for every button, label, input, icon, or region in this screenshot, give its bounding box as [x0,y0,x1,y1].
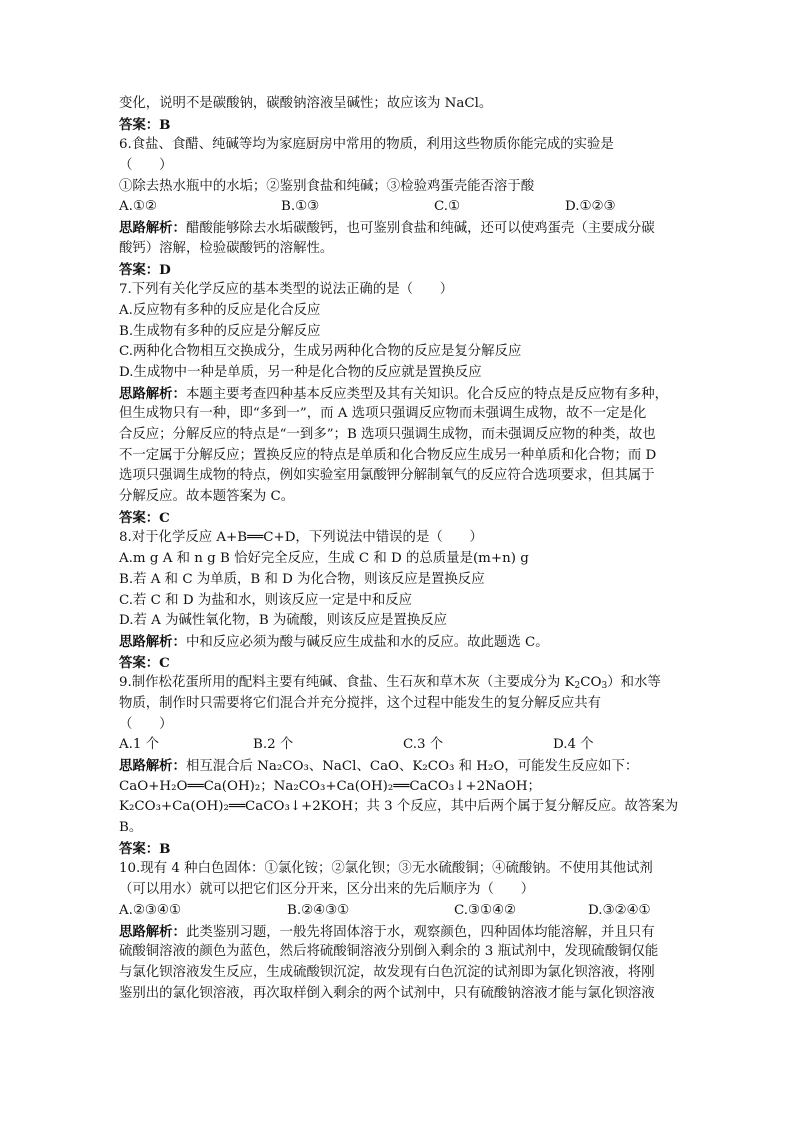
q9-equation-2: K₂CO₃+Ca(OH)₂══CaCO₃↓+2KOH；共 3 个反应，其中后两个属于复分解反应。故答案为 [119,799,679,815]
q7-explain-6: 分解反应。故本题答案为 C。 [119,489,295,505]
q7-option-d: D.生成物中一种是单质，另一种是化合物的反应就是置换反应 [119,364,482,380]
q6-option-a: A.①② [119,199,157,215]
q10-option-d: D.③②④① [588,902,651,918]
q8-option-b: B.若 A 和 C 为单质，B 和 D 为化合物，则该反应是置换反应 [119,571,485,587]
q6-explain-text-1: 醋酸能够除去水垢碳酸钙，也可鉴别食盐和纯碱，还可以使鸡蛋壳（主要成分碳 [185,221,655,237]
q9-option-c: C.3 个 [403,737,444,753]
q6-stem-1: 6.食盐、食醋、纯碱等均为家庭厨房中常用的物质，利用这些物质你能完成的实验是 [119,137,614,153]
q6-option-d: D.①②③ [565,199,616,215]
q9-option-d: D.4 个 [553,737,594,753]
q7-explain-text-1: 本题主要考查四种基本反应类型及其有关知识。化合反应的特点是反应物有多种， [185,386,669,402]
q10-explain-1 [119,922,679,943]
q6-option-b: B.①③ [281,199,320,215]
q7-stem: 7.下列有关化学反应的基本类型的说法正确的是（ ） [119,282,454,298]
q10-stem-2: （可以用水）就可以把它们区分开来，区分出来的先后顺序为（ ） [119,882,535,898]
q8-option-a: A.m g A 和 n g B 恰好完全反应，生成 C 和 D 的总质量是(m+n) g [119,551,529,567]
q6-explain-label: 思路解析： [119,220,186,237]
q8-explain-text-1: 中和反应必须为酸与碱反应生成盐和水的反应。故此题选 C。 [185,634,549,650]
q6-items: ①除去热水瓶中的水垢；②鉴别食盐和纯碱；③检验鸡蛋壳能否溶于酸 [119,178,535,194]
q10-option-c: C.③①④② [454,902,517,918]
q6-options [119,197,679,218]
q7-option-a: A.反应物有多种的反应是化合反应 [119,302,321,318]
q6-answer: 答案：D [119,261,171,278]
document-page [119,94,679,1004]
q9-explain-1 [119,756,679,777]
q10-option-a: A.②③④① [119,902,181,918]
q8-option-d: D.若 A 为碱性氧化物，B 为硫酸，则该反应是置换反应 [119,613,447,629]
q8-explain-label: 思路解析： [119,633,186,650]
q10-explain-text-1: 此类鉴别习题，一般先将固体溶于水，观察颜色，四种固体均能溶解，并且只有 [185,924,655,940]
q9-stem-1a: 9.制作松花蛋所用的配料主要有纯碱、食盐、生石灰和草木灰（主要成分为 K [119,675,575,691]
q9-stem-1d: 3 [601,681,608,692]
q10-explain-4: 鉴别出的氯化钡溶液，再次取样倒入剩余的两个试剂中，只有硫酸钠溶液才能与氯化钡溶液 [119,985,655,1001]
q9-option-a: A.1 个 [119,737,160,753]
q10-explain-label: 思路解析： [119,923,186,940]
q7-explain-label: 思路解析： [119,385,186,402]
q7-explain-3: 合反应；分解反应的特点是“一到多”；B 选项只强调生成物，而未强调反应物的种类，故也 [119,427,656,442]
q6-option-c: C.① [434,199,461,215]
q6-stem-2: （ ） [119,158,173,174]
q5-answer: 答案：B [119,116,171,133]
q9-options [119,735,679,756]
q10-explain-3: 与氯化钡溶液发生反应，生成硫酸钡沉淀，故发现有白色沉淀的试剂即为氯化钡溶液，将刚 [119,964,655,980]
q10-options [119,901,679,922]
q7-answer: 答案：C [119,509,170,526]
q7-explain-1 [119,384,679,405]
q9-option-b: B.2 个 [253,737,294,753]
q7-explain-2: 但生成物只有一种，即“多到一”，而 A 选项只强调反应物而未强调生成物，故不一定是化 [119,406,647,422]
q7-option-b: B.生成物有多种的反应是分解反应 [119,323,321,339]
q7-explain-5: 选项只强调生成物的特点，例如实验室用氯酸钾分解制氧气的反应符合选项要求，但其属于 [119,468,655,484]
q10-explain-2: 硫酸铜溶液的颜色为蓝色，然后将硫酸铜溶液分别倒入剩余的 3 瓶试剂中，发现硫酸铜仅能 [119,944,659,960]
q9-stem-1c: CO [580,675,602,691]
q9-stem-1 [119,673,679,694]
q7-explain-4: 不一定属于分解反应；置换反应的特点是单质和化合物反应生成另一种单质和化合物；而 D [119,447,657,463]
q9-stem-1b: 2 [574,681,581,692]
q9-stem-3: （ ） [119,716,173,732]
q9-stem-2: 物质，制作时只需要将它们混合并充分搅拌，这个过程中能发生的复分解反应共有 [119,695,602,711]
q9-stem-1e: ）和水等 [607,675,661,691]
q10-stem-1: 10.现有 4 种白色固体：①氯化铵；②氯化钡；③无水硫酸铜；④硫酸钠。不使用其他试剂 [119,861,653,877]
q9-explain-end: B。 [119,820,143,836]
q7-option-c: C.两种化合物相互交换成分，生成另两种化合物的反应是复分解反应 [119,344,522,360]
q8-stem: 8.对于化学反应 A+B══C+D，下列说法中错误的是（ ） [119,530,483,546]
q9-explain-text-1: 相互混合后 Na₂CO₃、NaCl、CaO、K₂CO₃ 和 H₂O，可能发生反应如下： [185,759,639,774]
q8-option-c: C.若 C 和 D 为盐和水，则该反应一定是中和反应 [119,592,413,608]
q9-answer: 答案：B [119,840,171,857]
q6-explain-2: 酸钙）溶解，检验碳酸钙的溶解性。 [119,240,334,256]
q9-equation-1: CaO+H₂O══Ca(OH)₂；Na₂CO₃+Ca(OH)₂══CaCO₃↓+2NaOH； [119,778,541,794]
q9-explain-label: 思路解析： [119,758,186,774]
q5-explain-end: 变化，说明不是碳酸钠，碳酸钠溶液呈碱性；故应该为 NaCl。 [119,96,493,111]
q6-explain-1 [119,218,679,239]
q10-option-b: B.②④③① [287,902,350,918]
q8-answer: 答案：C [119,654,170,671]
q8-explain-1 [119,632,679,653]
